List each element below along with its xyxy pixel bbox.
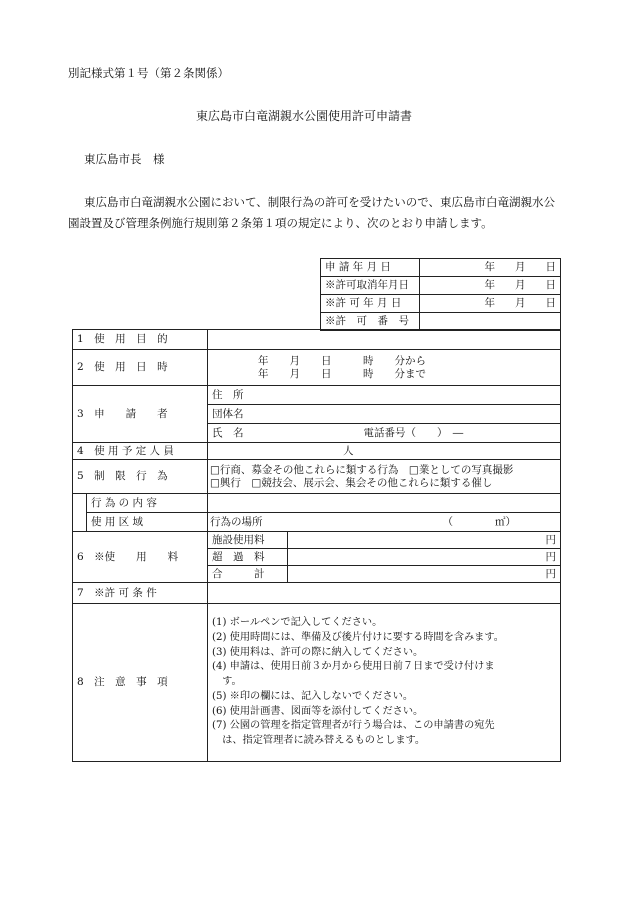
usage-start: 年 月 日 時 分から	[258, 354, 426, 367]
page-title: 東広島市白竜湖親水公園使用許可申請書	[196, 109, 413, 123]
note-7: (7) 公園の管理を指定管理者が行う場合は、この申請書の宛先	[212, 720, 495, 732]
area-unit: （ ㎡）	[442, 515, 516, 528]
date-table	[320, 258, 561, 331]
apply-date-label: 申 請 年 月 日	[321, 259, 420, 277]
addressee: 東広島市長 様	[84, 152, 165, 166]
fee-facility-label: 施設使用料	[208, 532, 288, 549]
phone-label: 電話番号（ ） ―	[363, 426, 464, 439]
fee-total-field: 円	[288, 566, 561, 583]
purpose-field[interactable]	[208, 330, 561, 350]
permit-date-field: 年 月 日	[420, 295, 561, 313]
fee-excess-field: 円	[288, 549, 561, 566]
usage-datetime-field[interactable]	[208, 350, 561, 386]
conditions-field	[208, 583, 561, 604]
intro-line-1: 東広島市白竜湖親水公園において、制限行為の許可を受けたいので、東広島市白竜湖親水公	[84, 195, 556, 209]
note-7-cont: は、指定管理者に読み替えるものとします。	[212, 735, 426, 747]
attendees-field[interactable]: 人	[208, 443, 561, 460]
permit-date-label: ※許 可 年 月 日	[321, 295, 420, 313]
act-options-line-1: □行商、募金その他これらに類する行為 □業としての写真撮影	[210, 463, 514, 476]
name-phone-field[interactable]	[208, 424, 561, 443]
note-6: (6) 使用計画書、図面等を添付してください。	[212, 705, 424, 717]
act-content-label: 行 為 の 内 容	[87, 494, 208, 513]
permit-number-label: ※許 可 番 号	[321, 313, 420, 331]
main-form-table	[72, 329, 561, 762]
address-field[interactable]: 住 所	[208, 386, 561, 405]
applicant-label: 3 申 請 者	[73, 386, 208, 443]
area-label: 使 用 区 域	[87, 513, 208, 532]
cancel-date-field: 年 月 日	[420, 277, 561, 295]
fee-facility-field: 円	[288, 532, 561, 549]
cancel-date-label: ※許可取消年月日	[321, 277, 420, 295]
note-2: (2) 使用時間には、準備及び後片付けに要する時間を含みます。	[212, 631, 504, 643]
note-4-cont: す。	[212, 676, 242, 688]
notes-label: 8 注 意 事 項	[73, 604, 208, 762]
conditions-label: 7 ※許 可 条 件	[73, 583, 208, 604]
fee-total-label: 合 計	[208, 566, 288, 583]
note-4: (4) 申請は、使用日前３か月から使用日前７日まで受け付けま	[212, 661, 495, 673]
note-5: (5) ※印の欄には、記入しないでください。	[212, 690, 414, 702]
place-label: 行為の場所	[210, 515, 263, 528]
note-3: (3) 使用料は、許可の際に納入してください。	[212, 646, 424, 658]
name-label: 氏 名	[212, 426, 244, 439]
usage-datetime-label: 2 使 用 日 時	[73, 350, 208, 386]
notes-list	[208, 604, 561, 762]
act-content-field[interactable]	[208, 494, 561, 513]
note-1: (1) ボールペンで記入してください。	[212, 616, 383, 628]
usage-end: 年 月 日 時 分まで	[258, 367, 426, 380]
restricted-act-options[interactable]	[208, 460, 561, 494]
form-id: 別記様式第１号（第２条関係）	[68, 66, 229, 80]
intro-line-2: 園設置及び管理条例施行規則第２条第１項の規定により、次のとおり申請します。	[68, 216, 493, 230]
area-field[interactable]	[208, 513, 561, 532]
attendees-label: 4 使 用 予 定 人 員	[73, 443, 208, 460]
fee-excess-label: 超 過 料	[208, 549, 288, 566]
purpose-label: 1 使 用 目 的	[73, 330, 208, 350]
fee-label: 6 ※使 用 料	[73, 532, 208, 583]
group-field[interactable]: 団体名	[208, 405, 561, 424]
restricted-act-label: 5 制 限 行 為	[73, 460, 208, 494]
apply-date-field[interactable]: 年 月 日	[420, 259, 561, 277]
permit-number-field	[420, 313, 561, 331]
act-options-line-2: □興行 □競技会、展示会、集会その他これらに類する催し	[210, 476, 493, 489]
